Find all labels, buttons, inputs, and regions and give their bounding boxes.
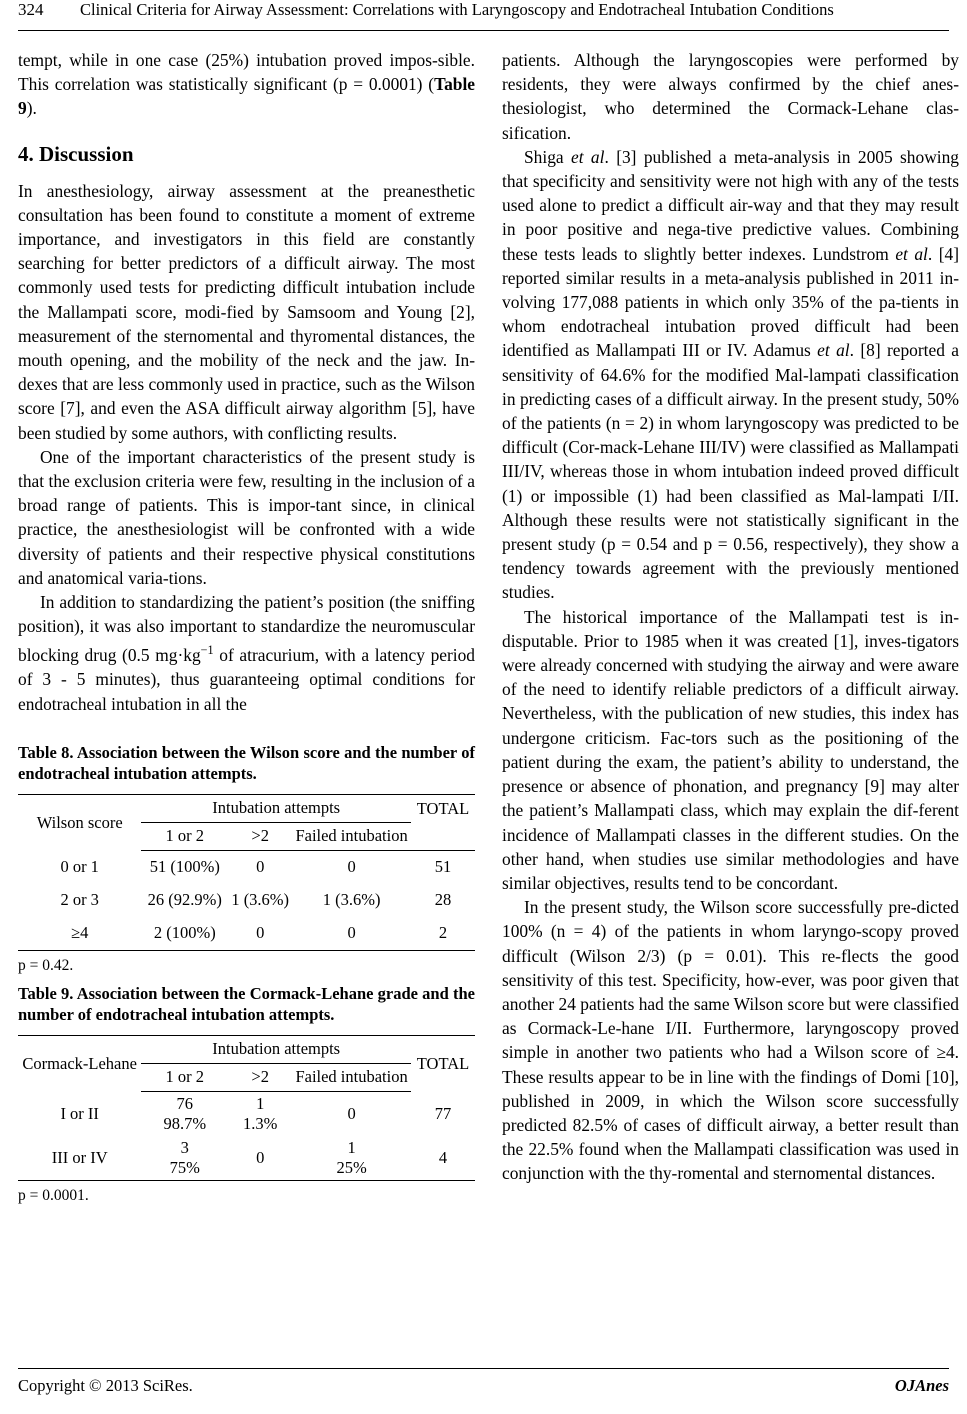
table-8-caption: Table 8. Association between the Wilson score and the number of endotracheal intubation attempts. [18,742,475,783]
cell-count: 4 [438,1147,448,1167]
p2-part-e: . [4] reported similar results in a meta-analysis published in 2011 in-volving 177,088 patients in which only 35% of the pa-tients in whom endotracheal intubation proved difficult had been identified as Mallampati III or IV. Adamus [502,243,959,361]
para3-part-c: of atracurium, with a latency period of 3 - 5 minutes), thus guaranteeing optimal conditions for endotracheal intubation in all the [18,645,475,714]
copyright-notice: Copyright © 2013 SciRes. [18,1376,193,1395]
table-8-row-label: ≥4 [18,917,141,951]
page-footer [18,1368,949,1396]
table-9-row-label: I or II [60,1103,99,1123]
table-row [18,884,475,917]
para-part-a: tempt, while in one case (25%) intubation proved impos-sible. This correlation was statistically significant (p = 0.0001) ( [18,50,475,95]
table-9-reference: Table 9 [18,74,475,119]
table-8-subheader-failed: Failed intubation [292,822,411,850]
running-head [18,0,949,40]
table-9-cell-failed [292,1136,411,1181]
table-8-cell-failed: 1 (3.6%) [322,890,381,910]
paragraph-continued [18,48,475,121]
table-9-header-row-1 [18,1035,475,1063]
table-9-total-header: TOTAL [411,1035,475,1091]
table-8-group-header: Intubation attempts [141,794,411,822]
para-part-c: ). [26,98,37,119]
table-8-p-value: p = 0.42. [18,956,74,974]
table-8-cell-total: 2 [411,917,475,951]
et-al-italic: et al [571,146,605,167]
right-paragraph-4: In the present study, the Wilson score successfully pre-dicted 100% (n = 4) of the patients in whom laryngo-scopy proved difficult (Wilson 2/3) (p = 0.01). This re-flects the good sensitivity of this test. Specificity, how-ever, was poor given that another 24 patients had the same Wilson score but were classified as Cormack-Le-hane I/II. Furthermore, laryngoscopy proved simple in another two patients who had a Wilson score of ≥4. These results appear to be in line with the findings of Domi [10], published in 2009, in which the Wilson score successfully predicted 82.5% of cases of difficult airway, a better result than the 22.5% found when the Mallampati classification was used in conjunction with the thy-romental and sternomental distances. [502,897,959,1184]
table-9-subheader-1or2: 1 or 2 [141,1063,228,1091]
section-heading-discussion: 4. Discussion [18,141,134,166]
cell-count: 76 [176,1093,194,1113]
table-8-cell-gt2: 0 [228,917,292,951]
p2-part-c: . [3] published a meta-analysis in 2005 showing that specificity and sensitivity were not high with any of the tests used alone to predict a difficult air-way and that they may result in poor positive and nega-tive predictive values. Combining these tests leads to slightly better indexes. Lundstrom [502,146,959,264]
cell-percent: 25% [336,1157,367,1177]
table-8-block [18,742,475,975]
left-column [18,48,475,1344]
table-8-cell-failed: 0 [347,857,356,877]
running-head-title: Clinical Criteria for Airway Assessment: Correlations with Laryngoscopy and Endotracheal Intubation Conditions [80,0,834,19]
discussion-paragraph-3 [18,590,475,716]
cell-count: 3 [180,1137,189,1157]
table-8-cell-gt2: 1 (3.6%) [231,890,290,910]
page-number: 324 [18,0,44,19]
table-8-cell-total: 28 [434,890,452,910]
table-9 [18,1035,475,1181]
table-9-cell-1or2 [141,1091,228,1136]
table-9-group-header: Intubation attempts [141,1035,411,1063]
table-8-total-header-spacer [411,822,475,850]
para3-part-a: In addition to standardizing the patient’s position (the sniffing position), it was also important to standardize the neuromuscular blocking drug (0.5 mg·kg [18,592,475,666]
table-9-cell-total [411,1091,475,1136]
header-divider [18,30,949,31]
table-8-cell-total: 51 [434,857,452,877]
table-8-cell-1or2: 26 (92.9%) [147,890,222,910]
table-9-row-label-header: Cormack-Lehane [18,1035,141,1091]
table-9-cell-total [411,1136,475,1181]
cell-percent: 98.7% [163,1113,207,1133]
footer-divider [18,1368,949,1369]
table-9-row-label: III or IV [18,1136,141,1181]
table-8-total-header: TOTAL [411,794,475,822]
right-column [502,48,959,1344]
cell-count: 77 [434,1103,452,1123]
et-al-italic: et al [817,340,850,361]
table-8-subheader-1or2: 1 or 2 [141,822,228,850]
table-9-p-value: p = 0.0001. [18,1186,89,1204]
p2-part-g: . [8] reported a sensitivity of 64.6% for the modified Mal-lampati classification in predicting cases of a difficult airway. In the present study, 50% of the patients (n = 2) in whom laryngoscopy was predicted to be difficult (Cor-mack-Lehane III/IV) were classified as Mallampati III/IV, whereas those in whom intubation indeed proved difficult (1) or impossible (1) had been classified as Mal-lampati I/II. Although these results were not statistically significant in the present study (p = 0.54 and p = 0.56, respectively), they show a tendency towards agreement with the previously mentioned studies. [502,340,959,603]
right-paragraph-3: The historical importance of the Mallampati test is in-disputable. Prior to 1985 when it was created [1], inves-tigators were already concerned with studying the airway and were aware of the need to identify reliable predictors of a difficult airway. Nevertheless, with the publication of new studies, this index has undergone criticism. Fac-tors such as the positioning of the patient during the exam, the patient’s ability to understand, the presence or absence of phonation, and pregnancy [9] may alter the patient’s Mallampati class, which may explain the dif-ferent incidence of Mallampati classes in the different studies. On the other hand, when studies use similar methodologies and have similar objectives, results tend to be concordant. [502,606,959,893]
table-8-subheader-gt2: >2 [228,822,292,850]
table-row [18,1091,475,1136]
table-8-row-label-header: Wilson score [18,794,141,850]
discussion-paragraph-2: One of the important characteristics of the present study is that the exclusion criteria were few, resulting in the inclusion of a broad range of patients. This is impor-tant since, in clinical practice, the anesthesiologist will be confronted with a wide diversity of patients and their respective physical constitutions and anatomical varia-tions. [18,446,475,588]
table-8-cell-1or2: 2 (100%) [141,917,228,951]
cell-count: 1 [256,1093,265,1113]
table-8-cell-1or2: 51 (100%) [149,857,220,877]
et-al-italic: et al [895,243,928,264]
superscript-exponent: −1 [200,643,214,658]
cell-count: 1 [347,1137,356,1157]
table-9-cell-gt2 [228,1091,292,1136]
table-9-cell-gt2: 0 [228,1136,292,1181]
table-9-caption: Table 9. Association between the Cormack-Lehane grade and the number of endotracheal intubation attempts. [18,983,475,1024]
table-8-cell-gt2: 0 [256,857,265,877]
discussion-paragraph-1: In anesthesiology, airway assessment at the preanesthetic consultation has been found to constitute a moment of extreme importance, and investigators in this field are constantly searching for better predictors of a difficult airway. The most commonly used tests for predicting difficult intubation include the Mallampati score, modi-fied by Samsoom and Young [2], measurement of the sternomental and thyromental distances, the mouth opening, and the mobility of the neck and the jaw. In-dexes that are less commonly used in practice, such as the Wilson score [7], and even the ASA difficult airway algorithm [5], have been studied by some authors, with conflicting results. [18,180,475,443]
cell-percent: 1.3% [243,1113,278,1133]
p2-part-a: Shiga [524,146,571,167]
table-8-header-row-1 [18,794,475,822]
table-8-row-label: 2 or 3 [60,890,99,910]
right-paragraph-2 [502,145,959,605]
two-column-body [18,48,959,1344]
table-9-block [18,983,475,1205]
table-9-cell-failed: 0 [347,1103,356,1123]
table-9-subheader-gt2: >2 [228,1063,292,1091]
right-paragraph-1: patients. Although the laryngoscopies were performed by residents, they were always confirmed by the chief anes-thesiologist, who determined the Cormack-Lehane clas-sification. [502,50,959,143]
table-8 [18,794,475,951]
journal-abbreviation: OJAnes [894,1376,949,1395]
table-row [18,1136,475,1181]
table-row [18,917,475,951]
table-8-row-label: 0 or 1 [60,857,99,877]
table-8-cell-failed: 0 [292,917,411,951]
table-row [18,850,475,884]
cell-percent: 75% [169,1157,200,1177]
table-9-subheader-failed: Failed intubation [292,1063,411,1091]
table-9-cell-1or2 [141,1136,228,1181]
